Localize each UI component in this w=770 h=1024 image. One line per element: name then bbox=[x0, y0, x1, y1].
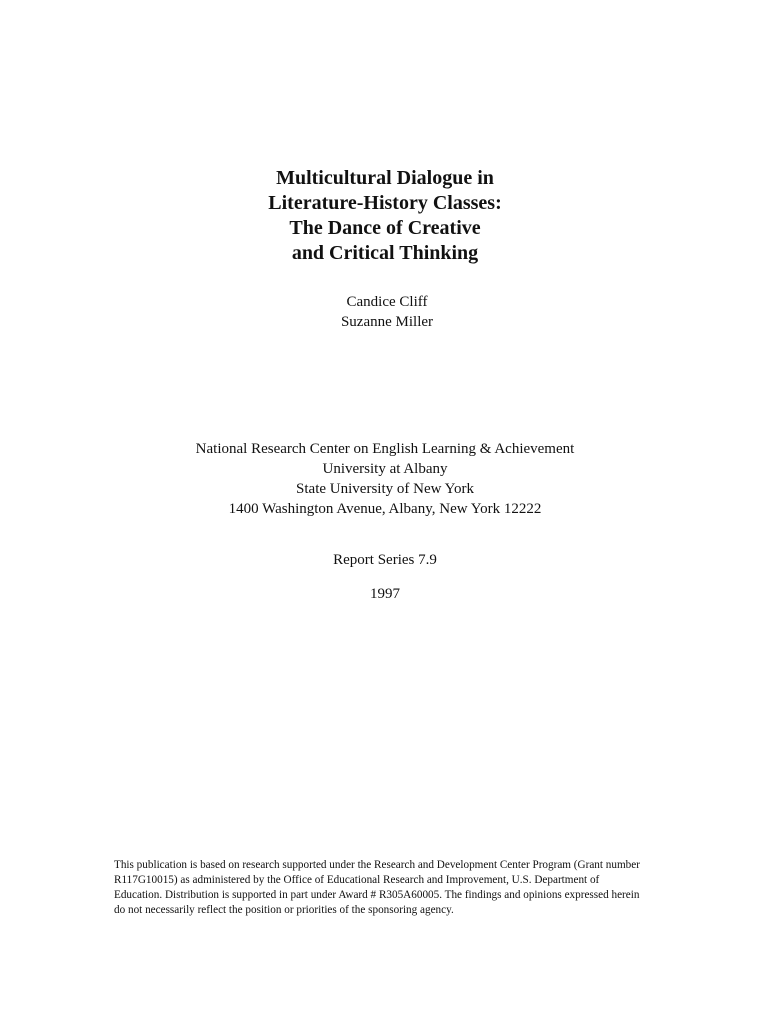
title-line: The Dance of Creative bbox=[289, 217, 481, 239]
disclaimer-line: do not necessarily reflect the position or priorities of the sponsoring agency. bbox=[114, 904, 454, 916]
publication-year: 1997 bbox=[370, 586, 400, 602]
author-list bbox=[0, 292, 770, 332]
disclaimer-line: R117G10015) as administered by the Office of Educational Research and Improvement, U.S. Department of bbox=[114, 874, 600, 886]
disclaimer-line: Education. Distribution is supported in part under Award # R305A60005. The findings and opinions expressed herein bbox=[114, 889, 640, 901]
title-line: and Critical Thinking bbox=[291, 242, 479, 264]
institution-line: State University of New York bbox=[296, 481, 474, 497]
author-name: Candice Cliff bbox=[346, 294, 428, 310]
report-title bbox=[0, 166, 770, 266]
title-line: Literature-History Classes: bbox=[268, 192, 502, 214]
institution-line: 1400 Washington Avenue, Albany, New York 12222 bbox=[228, 501, 542, 517]
disclaimer-line: This publication is based on research supported under the Research and Development Center Program (Grant number bbox=[114, 859, 640, 871]
author-name: Suzanne Miller bbox=[340, 314, 434, 330]
report-series: Report Series 7.9 bbox=[333, 552, 437, 568]
institution-line: University at Albany bbox=[322, 461, 448, 477]
institution-address bbox=[0, 439, 770, 519]
title-line: Multicultural Dialogue in bbox=[276, 167, 494, 189]
institution-line: National Research Center on English Learning & Achievement bbox=[195, 441, 575, 457]
funding-disclaimer bbox=[114, 858, 674, 918]
